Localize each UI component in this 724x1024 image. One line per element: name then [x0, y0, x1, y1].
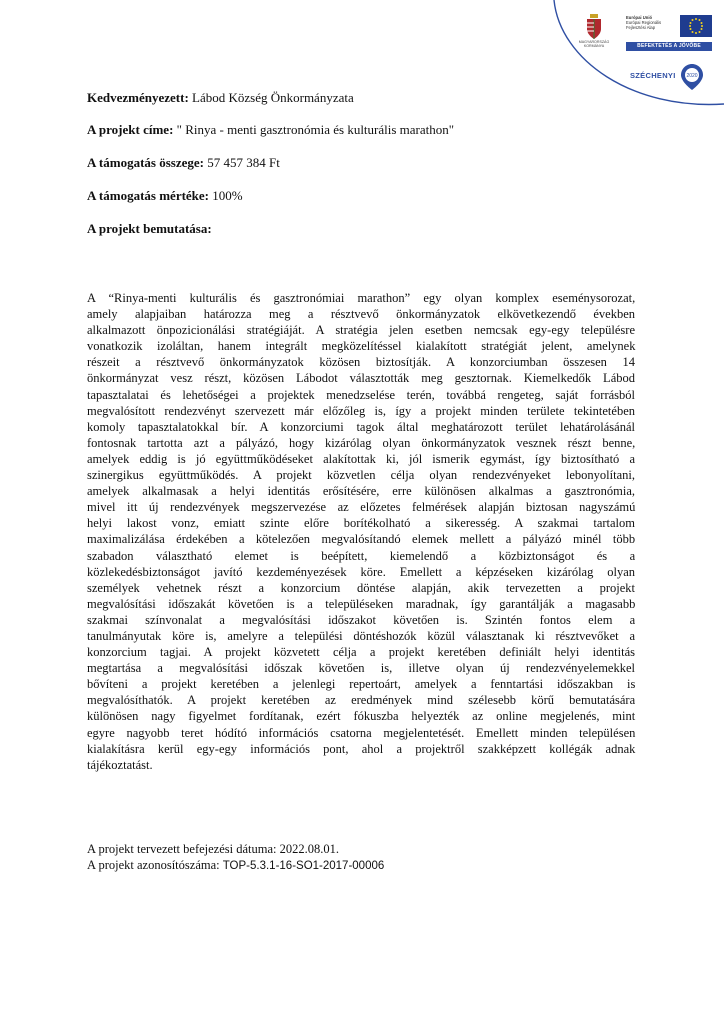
description-line: maximalizálása érdekében a kötelezően megvalósítandó elemek mellett a pályázó minél több [87, 532, 636, 547]
szechenyi-brand: SZÉCHENYI [630, 71, 676, 80]
description-line: A “Rinya-menti kulturális és gasztronómiai marathon” egy olyan komplex eseménysorozat, [87, 291, 636, 305]
eu-line-2: Európai Regionális [626, 20, 662, 25]
description-line: konzorcium tagjai. A projekt közvetett célja a projekt keretében definiált helyi identitás [87, 645, 635, 660]
project-title-row [87, 122, 454, 138]
description-line: tapasztalatai és lehetőségei a projektek menedzselése terén, továbbá rengeteg, saját forrásból [87, 387, 635, 402]
description-line: önkormányzat vesz részt, közösen Lábodot választották meg gesztornak. Kiemelkedők Lábod [87, 371, 635, 386]
description-line: egyre nagyobb teret hódító információs csatorna megjelentetését. Emellett minden településen [87, 725, 636, 740]
description-line: megvalósított rendezvényt szervezett már előzőleg is, így a projekt minden területe tekintetében [87, 403, 635, 418]
funding-logo-block [552, 0, 724, 110]
end-date-label: A projekt tervezett befejezési dátuma: [87, 842, 280, 856]
end-date-value: 2022.08.01. [279, 842, 339, 856]
description-line: megvalósítási időszakát követően is a településeken maradnak, így garantálják a magasabb [87, 596, 636, 611]
description-line: alkalmazott önpozicionálási stratégiáját. A stratégia jelen esetben nemcsak egy-egy településre [87, 323, 635, 338]
szechenyi-2020-badge-icon [680, 63, 704, 91]
project-title-value: " Rinya - menti gasztronómia és kulturális marathon" [176, 122, 455, 137]
hungarian-crest-icon [585, 14, 603, 40]
project-id-value: TOP-5.3.1-16-SO1-2017-00006 [222, 860, 385, 872]
description-line: tanulmányutak köre is, amelyre a települési döntéshozók közül választanak ki résztvevőket a [87, 628, 635, 643]
description-line: komoly tapasztalatokkal bír. A konzorciumi tagok által meghatározott terület lehatárolásánál [87, 419, 635, 434]
description-line: mivel itt új rendezvények megszervezése az előzetes felmérések alapján biztosan nagyszámú [87, 500, 636, 515]
crest-caption: MAGYARORSZÁG KORMÁNYA [578, 40, 610, 48]
description-line: vonatkozik izoláltan, hanem integrált megközelítéssel kialakított stratégiát jelent, amelynek [87, 339, 636, 354]
description-line: tájékoztatást. [87, 757, 153, 772]
project-id-label: A projekt azonosítószáma: [87, 858, 223, 872]
grant-rate-value: 100% [212, 188, 243, 203]
grant-rate-row [87, 188, 243, 204]
badge-year: 2020 [686, 73, 698, 79]
eu-flag-icon [680, 15, 712, 37]
grant-amount-label: A támogatás összege: [87, 155, 204, 170]
description-line: amely alapjaiban határozza meg a résztvevő önkormányzatok elkövetkezendő években [87, 307, 635, 322]
eu-line-3: Fejlesztési Alap [626, 25, 656, 30]
description-line: szabadon választható elemet is beépített, kiemelendő a közbiztonságot és a [87, 548, 636, 563]
presentation-heading-row [87, 221, 212, 237]
description-line: megvalósíthatók. A projekt keretében az eredmények mind szélesebb körű bemutatására [87, 693, 636, 708]
beneficiary-value: Lábod Község Önkormányzata [192, 90, 354, 105]
description-line: személyek vehetnek részt a konzorcium döntése alapján, akik tervezetten a projekt [87, 580, 635, 595]
presentation-heading: A projekt bemutatása: [87, 221, 212, 236]
eu-fund-text [626, 15, 678, 30]
description-line: amelyek eddig is jó együttműködéseket alakítottak ki, jól ismerik egymást, így biztosítható a [87, 451, 635, 466]
description-line: fontosnak tartotta azt a pályázó, hogy kizárólag olyan önkormányzatok vesznek részt benne, [87, 435, 636, 450]
project-title-label: A projekt címe: [87, 122, 174, 137]
project-id-row [87, 857, 384, 874]
description-line: részeit a résztvevő önkormányzatok közösen biztosítják. A konzorciumban összesen 14 [87, 355, 635, 370]
description-line: helyi lakost vonz, emiatt szinte előre borítékolható a sikeresség. A szakmai tartalom [87, 516, 635, 531]
description-line: bővíteni a projekt keretében a jelenlegi repertoárt, amelyek a fenntartási időszakban is [87, 677, 636, 692]
description-line: amelyek alkalmasak a helyi identitás erősítésére, erre különösen alkalmas a gasztronómia, [87, 484, 635, 499]
beneficiary-row [87, 90, 354, 106]
invest-banner: BEFEKTETÉS A JÖVŐBE [626, 42, 712, 51]
project-description [87, 290, 635, 773]
grant-rate-label: A támogatás mértéke: [87, 188, 210, 203]
grant-amount-value: 57 457 384 Ft [207, 155, 280, 170]
description-line: különösen nagy figyelmet fordítanak, ezért fókuszba helyezték az online megjelenés, mint [87, 709, 636, 724]
beneficiary-label: Kedvezményezett: [87, 90, 189, 105]
end-date-row [87, 841, 339, 857]
eu-line-1: Európai Unió [626, 15, 653, 20]
description-line: közlekedésbiztonságot javító kezdeményezések köre. Emellett a képzéseken kizárólag olyan [87, 564, 635, 579]
grant-amount-row [87, 155, 280, 171]
description-line: megtartása a megvalósítási időszak követően is, illetve olyan új rendezvényelemekkel [87, 661, 635, 676]
description-line: szinergikus együttműködés. A projekt közvetlen célja olyan rendezvényeket lebonyolítani, [87, 468, 635, 483]
description-line: kialakításra kerül egy-egy információs pont, ahol a projektről szakképzett kollégák adnak [87, 741, 636, 756]
description-line: szakmai színvonalat a megvalósítási időszakot követően is. Szintén fontos elem a [87, 612, 636, 627]
